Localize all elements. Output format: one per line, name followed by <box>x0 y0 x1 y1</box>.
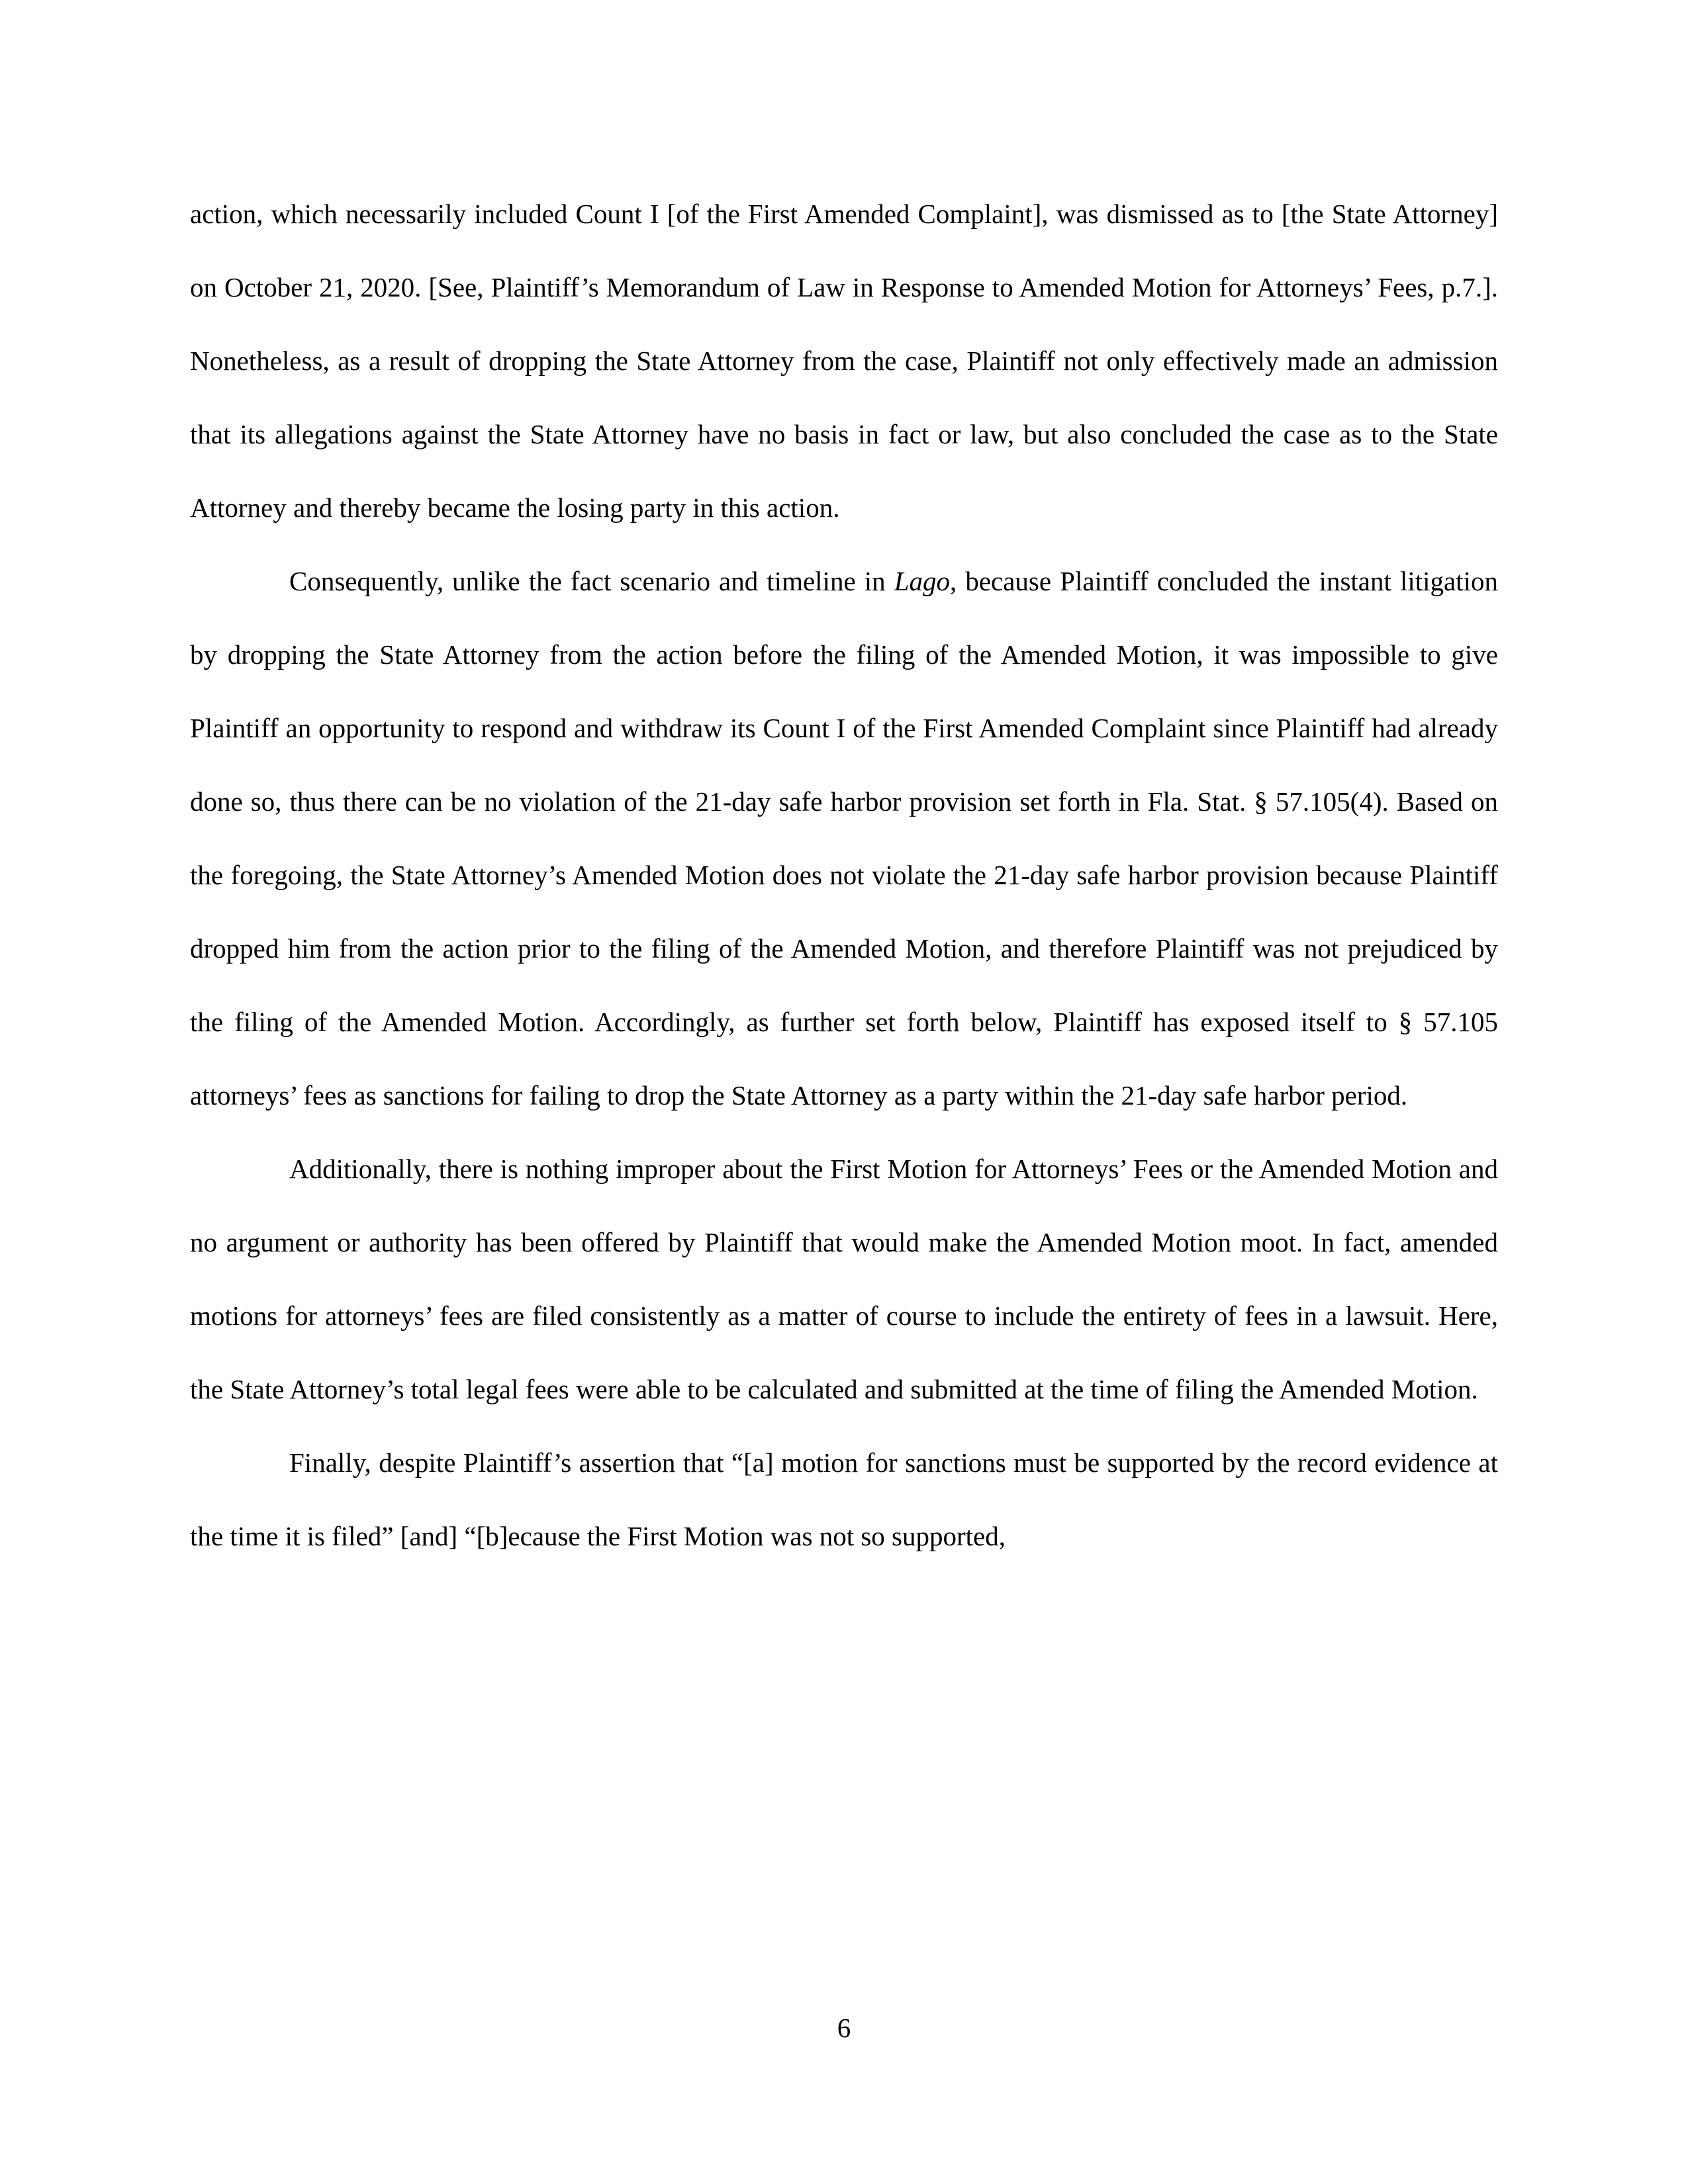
page-body-text <box>190 177 1498 1573</box>
paragraph-2-text-part-1: Consequently, unlike the fact scenario and timeline in <box>289 566 894 596</box>
paragraph-1 <box>190 177 1498 545</box>
paragraph-4 <box>190 1426 1498 1573</box>
paragraph-4-text: Finally, despite Plaintiff’s assertion that “[a] motion for sanctions must be supported by the record evidence at the time it is filed” [and] “[b]ecause the First Motion was not so supported, <box>190 1447 1498 1551</box>
paragraph-2 <box>190 545 1498 1132</box>
paragraph-3 <box>190 1132 1498 1426</box>
paragraph-2-text-part-2: , because Plaintiff concluded the instant litigation by dropping the State Attorney from the action before the filing of the Amended Motion, it was impossible to give Plaintiff an opportunity to respond and withdraw its Count I of the First Amended Complaint since Plaintiff had already done so, thus there can be no violation of the 21-day safe harbor provision set forth in Fla. Stat. § 57.105(4). Based on the foregoing, the State Attorney’s Amended Motion does not violate the 21-day safe harbor provision because Plaintiff dropped him from the action prior to the filing of the Amended Motion, and therefore Plaintiff was not prejudiced by the filing of the Amended Motion. Accordingly, as further set forth below, Plaintiff has exposed itself to § 57.105 attorneys’ fees as sanctions for failing to drop the State Attorney as a party within the 21-day safe harbor period. <box>190 566 1498 1111</box>
page-number: 6 <box>837 2013 851 2043</box>
case-citation-lago: Lago <box>894 566 950 596</box>
paragraph-3-text: Additionally, there is nothing improper about the First Motion for Attorneys’ Fees or the Amended Motion and no argument or authority has been offered by Plaintiff that would make the Amended Motion moot. In fact, amended motions for attorneys’ fees are filed consistently as a matter of course to include the entirety of fees in a lawsuit. Here, the State Attorney’s total legal fees were able to be calculated and submitted at the time of filing the Amended Motion. <box>190 1154 1498 1404</box>
paragraph-1-text: action, which necessarily included Count I [of the First Amended Complaint], was dismissed as to [the State Attorney] on October 21, 2020. [See, Plaintiff’s Memorandum of Law in Response to Amended Motion for Attorneys’ Fees, p.7.]. Nonetheless, as a result of dropping the State Attorney from the case, Plaintiff not only effectively made an admission that its allegations against the State Attorney have no basis in fact or law, but also concluded the case as to the State Attorney and thereby became the losing party in this action. <box>190 199 1498 523</box>
